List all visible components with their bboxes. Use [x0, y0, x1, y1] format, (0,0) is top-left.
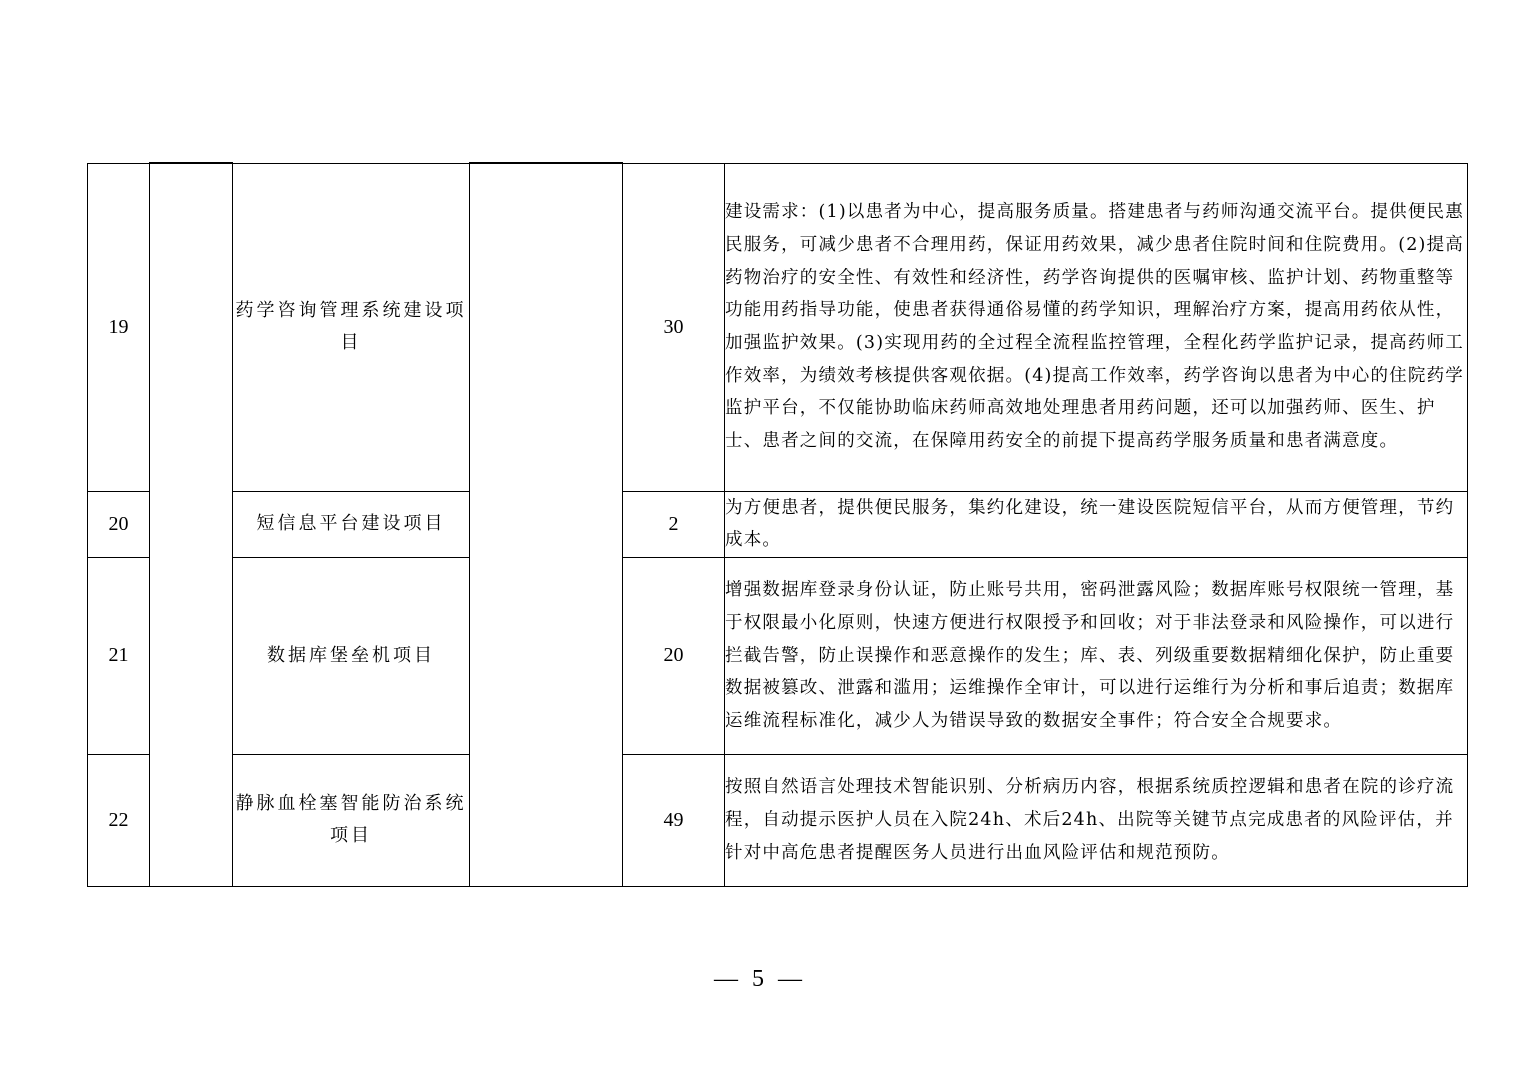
project-description: 建设需求：(1)以患者为中心，提高服务质量。搭建患者与药师沟通交流平台。提供便民惠民服务，可减少患者不合理用药，保证用药效果，减少患者住院时间和住院费用。(2)提高药物治疗的安全性、有效性和经济性，药学咨询提供的医嘱审核、监护计划、药物重整等功能用药指导功能，使患者获得通俗易懂的药学知识，理解治疗方案，提高用药依从性，加强监护效果。(3)实现用药的全过程全流程监控管理，全程化药学监护记录，提高药师工作效率，为绩效考核提供客观依据。(4)提高工作效率，药学咨询以患者为中心的住院药学监护平台，不仅能协助临床药师高效地处理患者用药问题，还可以加强药师、医生、护士、患者之间的交流，在保障用药安全的前提下提高药学服务质量和患者满意度。 — [725, 163, 1468, 491]
table-row — [88, 163, 1468, 491]
table-row — [88, 754, 1468, 886]
table-row — [88, 557, 1468, 754]
row-number: 19 — [88, 163, 150, 491]
project-table — [87, 162, 1468, 887]
project-amount: 2 — [623, 491, 725, 557]
project-name: 数据库堡垒机项目 — [233, 557, 470, 754]
row-number: 21 — [88, 557, 150, 754]
project-amount: 20 — [623, 557, 725, 754]
merged-unit-cell — [470, 163, 623, 886]
project-description: 按照自然语言处理技术智能识别、分析病历内容，根据系统质控逻辑和患者在院的诊疗流程，自动提示医护人员在入院24h、术后24h、出院等关键节点完成患者的风险评估，并针对中高危患者提醒医务人员进行出血风险评估和规范预防。 — [725, 754, 1468, 886]
project-name: 静脉血栓塞智能防治系统项目 — [233, 754, 470, 886]
project-amount: 30 — [623, 163, 725, 491]
project-amount: 49 — [623, 754, 725, 886]
row-number: 20 — [88, 491, 150, 557]
table-row — [88, 491, 1468, 557]
project-description: 为方便患者，提供便民服务，集约化建设，统一建设医院短信平台，从而方便管理，节约成本。 — [725, 491, 1468, 557]
merged-category-cell — [150, 163, 233, 886]
page-number: — 5 — — [714, 966, 806, 992]
row-number: 22 — [88, 754, 150, 886]
project-name: 短信息平台建设项目 — [233, 491, 470, 557]
project-description: 增强数据库登录身份认证，防止账号共用，密码泄露风险；数据库账号权限统一管理，基于权限最小化原则，快速方便进行权限授予和回收；对于非法登录和风险操作，可以进行拦截告警，防止误操作和恶意操作的发生；库、表、列级重要数据精细化保护，防止重要数据被篡改、泄露和滥用；运维操作全审计，可以进行运维行为分析和事后追责；数据库运维流程标准化，减少人为错误导致的数据安全事件；符合安全合规要求。 — [725, 557, 1468, 754]
project-name: 药学咨询管理系统建设项目 — [233, 163, 470, 491]
